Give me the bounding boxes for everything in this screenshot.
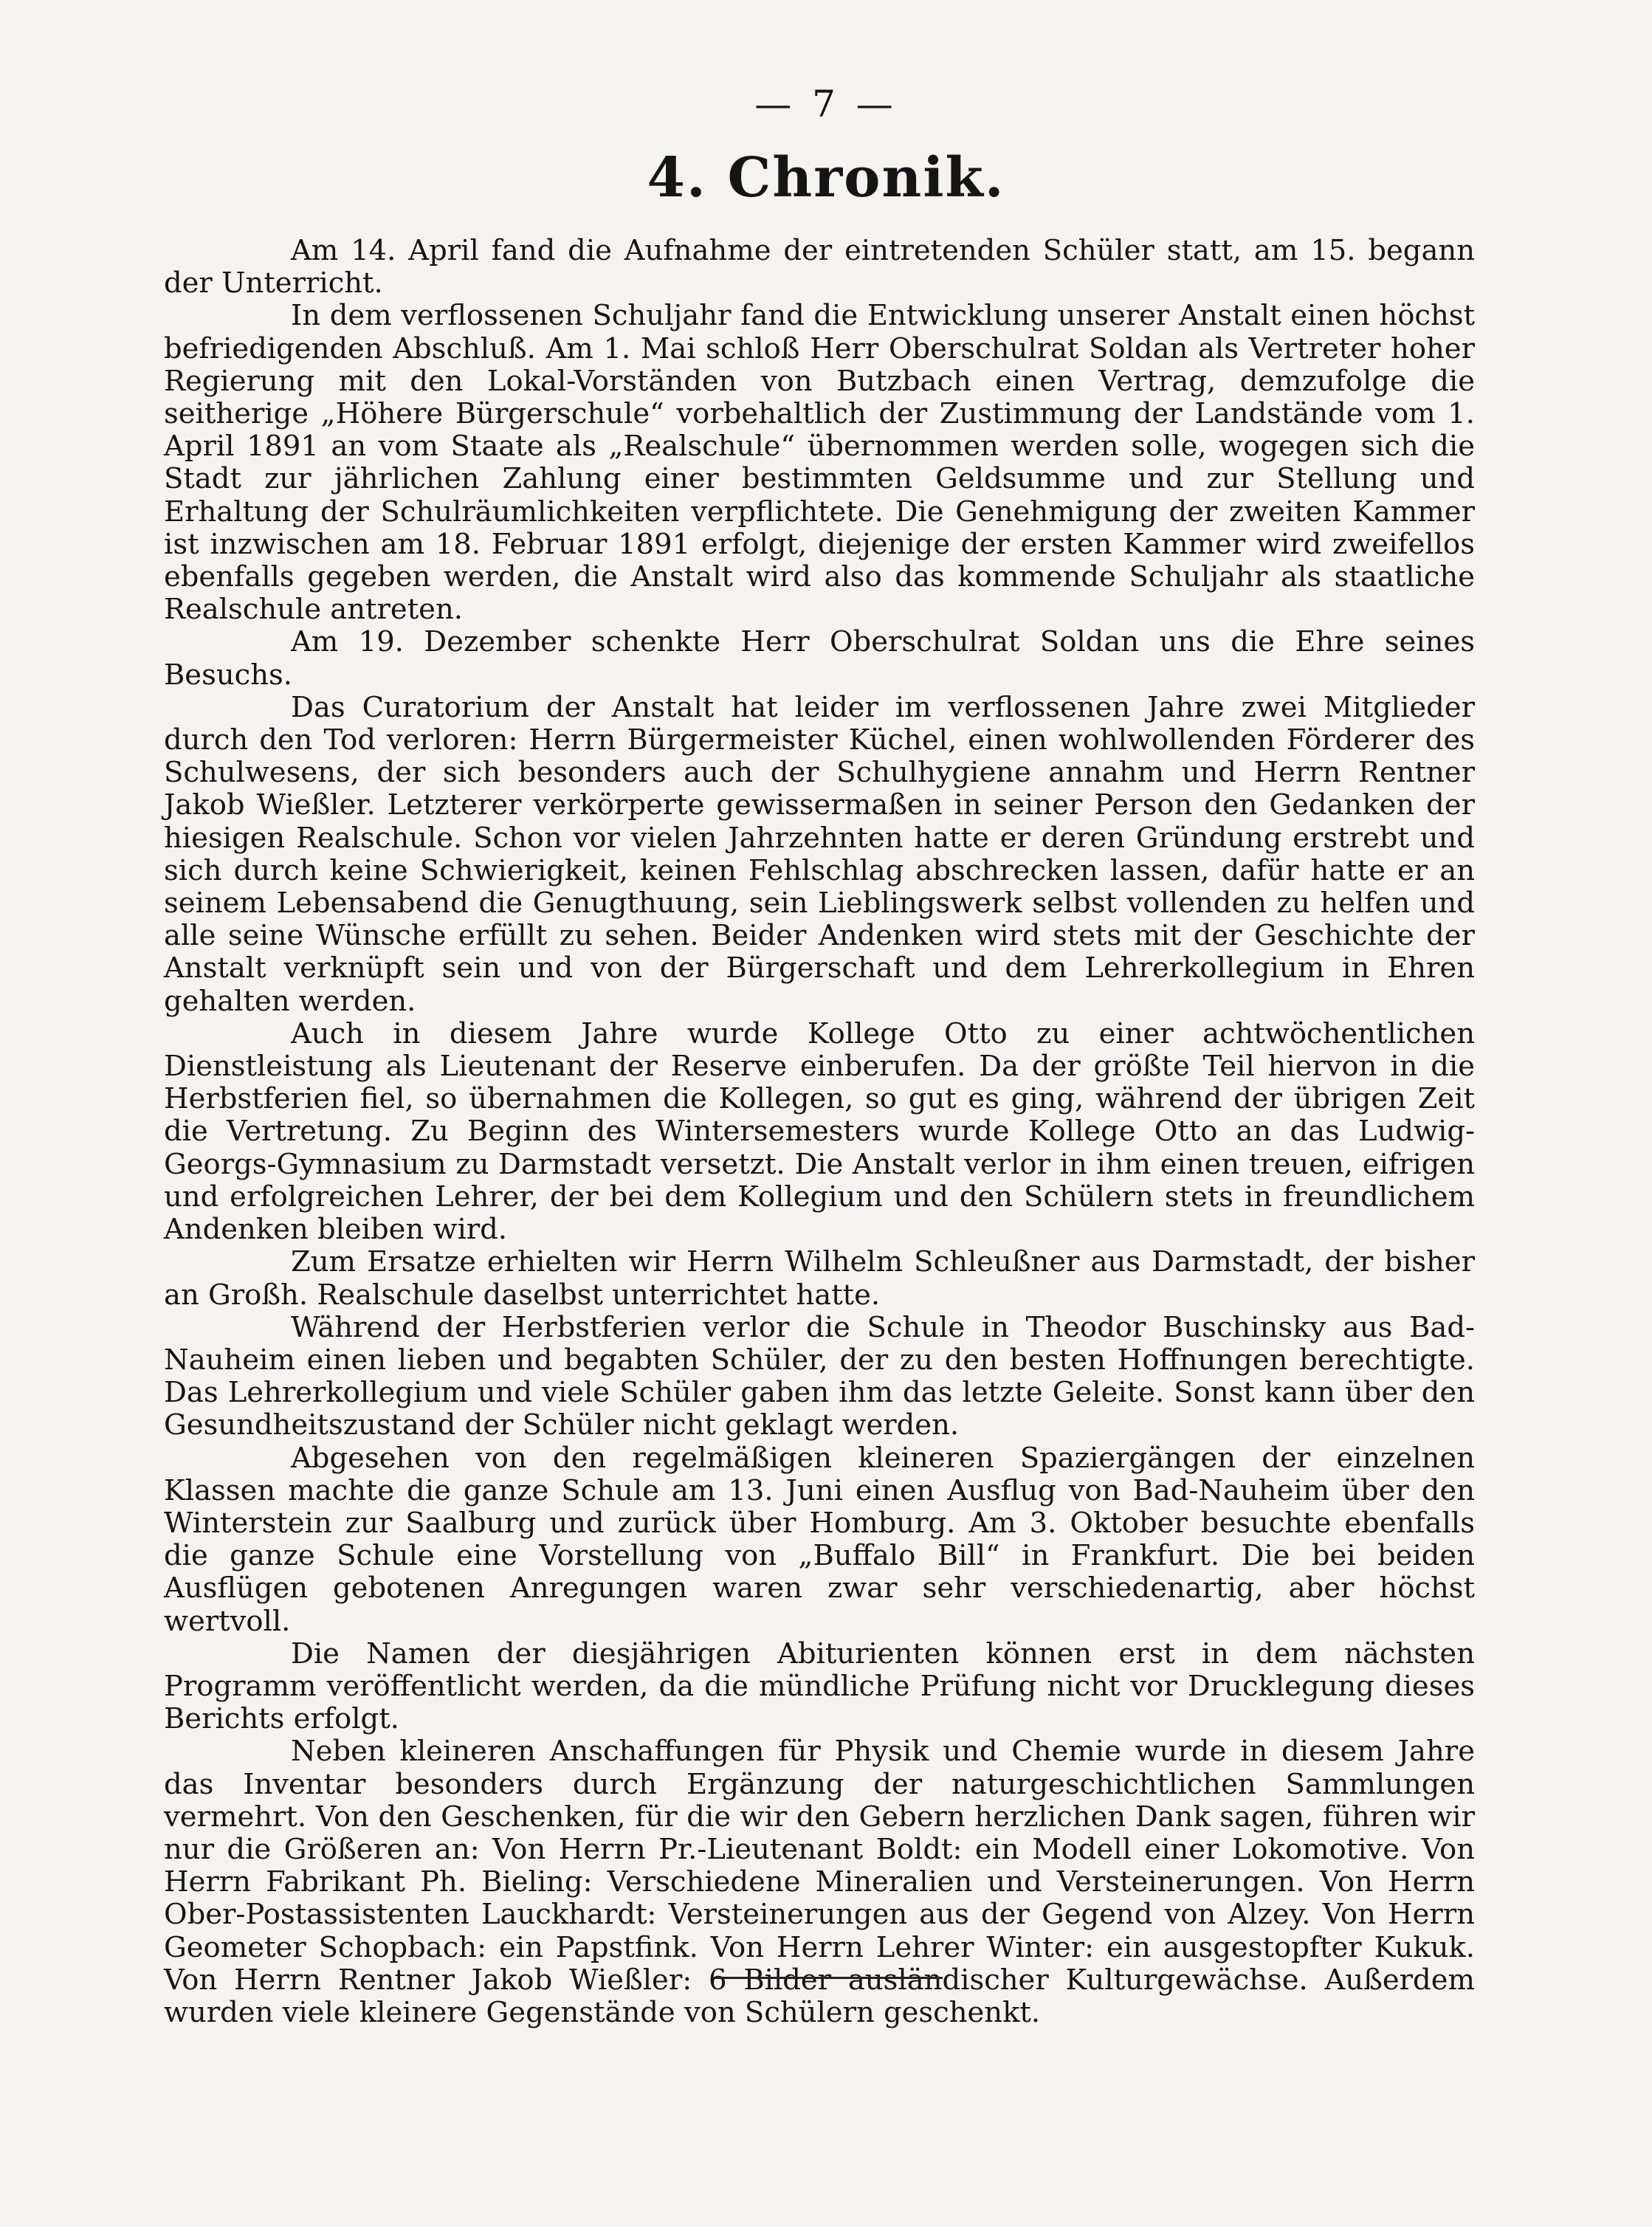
section-title: 4. Chronik. bbox=[647, 146, 1005, 210]
closing-rule bbox=[711, 1977, 943, 1979]
paragraph: Neben kleineren Anschaffungen für Physik und Chemie wurde in diesem Jahre das Inventar besonders durch Ergänzung der naturgeschichtlichen Sammlungen vermehrt. Von den Geschenken, für die wir den Gebern herzlichen Dank sagen, führen wir nur die Größeren an: Von Herrn Pr.-Lieutenant Boldt: ein Modell einer Lokomotive. Von Herrn Fabrikant Ph. Bieling: Verschiedene Mineralien und Versteinerungen. Von Herrn Ober-Postassistenten Lauckhardt: Versteinerungen aus der Gegend von Alzey. Von Herrn Geometer Schopbach: ein Papstfink. Von Herrn Lehrer Winter: ein ausgestopfter Kukuk. Von Herrn Rentner Jakob Wießler: 6 Bilder ausländischer Kulturgewächse. Außerdem wurden viele kleinere Gegenstände von Schülern geschenkt. bbox=[164, 1735, 1475, 2029]
paragraph: Abgesehen von den regelmäßigen kleineren Spaziergängen der einzelnen Klassen machte die ganze Schule am 13. Juni einen Ausflug von Bad-Nauheim über den Winterstein zur Saalburg und zurück über Homburg. Am 3. Oktober besuchte ebenfalls die ganze Schule eine Vorstellung von „Buffalo Bill“ in Frankfurt. Die bei beiden Ausflügen gebotenen Anregungen waren zwar sehr verschiedenartig, aber höchst wertvoll. bbox=[164, 1441, 1475, 1638]
paragraph: Während der Herbstferien verlor die Schule in Theodor Buschinsky aus Bad-Nauheim einen lieben und begabten Schüler, der zu den besten Hoffnungen berechtigte. Das Lehrerkollegium und viele Schüler gaben ihm das letzte Geleite. Sonst kann über den Gesundheitszustand der Schüler nicht geklagt werden. bbox=[164, 1310, 1475, 1442]
paragraph: Am 19. Dezember schenkte Herr Oberschulrat Soldan uns die Ehre seines Besuchs. bbox=[164, 625, 1475, 692]
paragraph: Zum Ersatze erhielten wir Herrn Wilhelm Schleußner aus Darmstadt, der bisher an Großh. Realschule daselbst unterrichtet hatte. bbox=[164, 1245, 1475, 1312]
paragraph: In dem verflossenen Schuljahr fand die Entwicklung unserer Anstalt einen höchst befriedigenden Abschluß. Am 1. Mai schloß Herr Oberschulrat Soldan als Vertreter hoher Regierung mit den Lokal-Vorständen von Butzbach einen Vertrag, demzufolge die seitherige „Höhere Bürgerschule“ vorbehaltlich der Zustimmung der Landstände vom 1. April 1891 an vom Staate als „Realschule“ übernommen werden solle, wogegen sich die Stadt zur jährlichen Zahlung einer bestimmten Geldsumme und zur Stellung und Erhaltung der Schulräumlichkeiten verpflichtete. Die Genehmigung der zweiten Kammer ist inzwischen am 18. Februar 1891 erfolgt, diejenige der ersten Kammer wird zweifellos ebenfalls gegeben werden, die Anstalt wird also das kommende Schuljahr als staatliche Realschule antreten. bbox=[164, 299, 1475, 627]
paragraph: Am 14. April fand die Aufnahme der eintretenden Schüler statt, am 15. begann der Unterricht. bbox=[164, 234, 1475, 300]
chronicle-text bbox=[164, 235, 1475, 2029]
paragraph: Die Namen der diesjährigen Abiturienten können erst in dem nächsten Programm veröffentlicht werden, da die mündliche Prüfung nicht vor Drucklegung dieses Berichts erfolgt. bbox=[164, 1636, 1475, 1736]
paragraph: Das Curatorium der Anstalt hat leider im verflossenen Jahre zwei Mitglieder durch den Tod verloren: Herrn Bürgermeister Küchel, einen wohlwollenden Förderer des Schulwesens, der sich besonders auch der Schulhygiene annahm und Herrn Rentner Jakob Wießler. Letzterer verkörperte gewissermaßen in seiner Person den Gedanken der hiesigen Realschule. Schon vor vielen Jahrzehnten hatte er deren Gründung erstrebt und sich durch keine Schwierigkeit, keinen Fehlschlag abschrecken lassen, dafür hatte er an seinem Lebensabend die Genugthuung, sein Lieblingswerk selbst vollenden zu helfen und alle seine Wünsche erfüllt zu sehen. Beider Andenken wird stets mit der Geschichte der Anstalt verknüpft sein und von der Bürgerschaft und dem Lehrerkollegium in Ehren gehalten werden. bbox=[164, 690, 1475, 1018]
page-number: — 7 — bbox=[754, 83, 898, 125]
paragraph: Auch in diesem Jahre wurde Kollege Otto zu einer achtwöchentlichen Dienstleistung als Lieutenant der Reserve einberufen. Da der größte Teil hiervon in die Herbstferien fiel, so übernahmen die Kollegen, so gut es ging, während der übrigen Zeit die Vertretung. Zu Beginn des Wintersemesters wurde Kollege Otto an das Ludwig-Georgs-Gymnasium zu Darmstadt versetzt. Die Anstalt verlor in ihm einen treuen, eifrigen und erfolgreichen Lehrer, der bei dem Kollegium und den Schülern stets in freundlichem Andenken bleiben wird. bbox=[164, 1016, 1475, 1247]
